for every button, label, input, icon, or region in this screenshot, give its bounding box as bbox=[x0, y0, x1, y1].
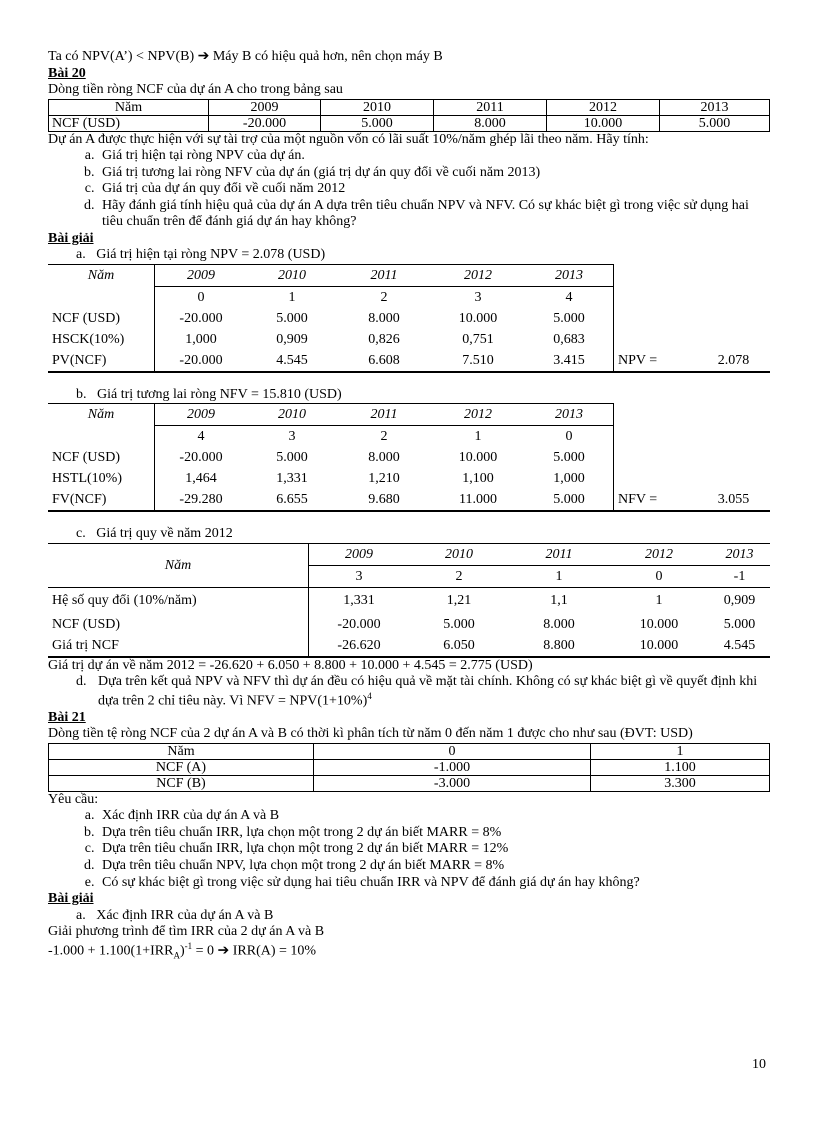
table-cell: NCF (A) bbox=[49, 759, 314, 775]
table-cell: 2011 bbox=[337, 264, 431, 286]
row-label: Giá trị NCF bbox=[48, 635, 309, 657]
table-cell: 0 bbox=[609, 565, 709, 587]
table-cell: 2010 bbox=[247, 264, 337, 286]
table-row bbox=[48, 489, 770, 511]
table-cell: 10.000 bbox=[458, 310, 498, 326]
table-cell: 8.000 bbox=[434, 115, 547, 131]
table-cell: -1 bbox=[709, 565, 770, 587]
part-d-label: d. bbox=[76, 674, 87, 690]
table-cell: 6.655 bbox=[247, 489, 337, 511]
table-row bbox=[48, 350, 770, 372]
table-row bbox=[48, 329, 770, 350]
table-cell: 4 bbox=[155, 426, 248, 448]
table-cell: Năm bbox=[49, 99, 209, 115]
bai21-eq-intro: Giải phương trình để tìm IRR của 2 dự án A và B bbox=[48, 924, 325, 940]
table-cell: 8.000 bbox=[368, 450, 400, 466]
npv-value: 2.078 bbox=[697, 350, 770, 372]
table-cell: 0,751 bbox=[462, 331, 494, 347]
table-cell: 5.000 bbox=[525, 308, 614, 329]
table-row bbox=[48, 264, 770, 286]
table-cell: -29.280 bbox=[155, 489, 248, 511]
table-cell: 1 bbox=[591, 743, 770, 759]
table-cell: NCF (USD) bbox=[49, 115, 209, 131]
part-c-summary: Giá trị dự án về năm 2012 = -26.620 + 6.050 + 8.800 + 10.000 + 4.545 = 2.775 (USD) bbox=[48, 657, 533, 673]
nfv-label: NFV = bbox=[614, 489, 698, 511]
bai20-solution-title: Bài giải bbox=[48, 230, 94, 246]
table-cell: 4.545 bbox=[247, 350, 337, 372]
list-item: e. Có sự khác biệt gì trong việc sử dụng hai tiêu chuẩn IRR và NPV để đánh giá dự án hay không? bbox=[98, 875, 770, 892]
table-cell: 3.415 bbox=[525, 350, 614, 372]
bai20-items bbox=[48, 148, 770, 231]
table-cell: 5.000 bbox=[525, 447, 614, 468]
list-item: d. Hãy đánh giá tính hiệu quả của dự án A dựa trên tiêu chuẩn NPV và NFV. Có sự khác biệt gì trong việc sử dụng hai tiêu chuẩn trên để đánh giá dự án hay không? bbox=[98, 198, 770, 231]
table-cell: -20.000 bbox=[337, 616, 381, 632]
year-label: Năm bbox=[48, 264, 155, 286]
list-item: d. Dựa trên tiêu chuẩn NPV, lựa chọn một trong 2 dự án biết MARR = 8% bbox=[98, 858, 770, 875]
list-item: a. Giá trị hiện tại ròng NPV của dự án. bbox=[98, 148, 770, 165]
year-label: Năm bbox=[48, 543, 309, 587]
bai21-title: Bài 21 bbox=[48, 709, 86, 725]
table-cell: 10.000 bbox=[609, 635, 709, 657]
list-item: b. Dựa trên tiêu chuẩn IRR, lựa chọn một trong 2 dự án biết MARR = 8% bbox=[98, 825, 770, 842]
table-cell: 5.000 bbox=[723, 616, 756, 632]
table-cell: 2012 bbox=[431, 264, 525, 286]
list-item: b. Giá trị tương lai ròng NFV của dự án (giá trị dự án quy đổi về cuối năm 2013) bbox=[98, 165, 770, 182]
table-row bbox=[49, 775, 770, 791]
row-label: FV(NCF) bbox=[48, 489, 155, 511]
npv-table bbox=[48, 264, 770, 373]
document-page bbox=[48, 49, 770, 961]
table-row bbox=[48, 543, 770, 565]
bai21-desc: Dòng tiền tệ ròng NCF của 2 dự án A và B có thời kì phân tích từ năm 0 đến năm 1 được cho như sau (ĐVT: USD) bbox=[48, 726, 693, 742]
table-row bbox=[48, 587, 770, 614]
table-cell: -20.000 bbox=[155, 447, 248, 468]
table-cell: 2009 bbox=[155, 404, 248, 426]
table-cell: 1 bbox=[509, 565, 609, 587]
row-label: NCF (USD) bbox=[52, 450, 121, 466]
table-cell: 10.000 bbox=[547, 115, 660, 131]
table-cell: 5.000 bbox=[321, 115, 434, 131]
table-cell: 6.050 bbox=[409, 635, 509, 657]
table-cell: 11.000 bbox=[431, 489, 525, 511]
table-cell: 8.000 bbox=[368, 310, 400, 326]
table-cell: 2 bbox=[409, 565, 509, 587]
table-cell: 4 bbox=[525, 286, 614, 308]
table-row bbox=[48, 635, 770, 657]
table-cell: 2 bbox=[337, 286, 431, 308]
table-cell: 5.000 bbox=[443, 616, 475, 632]
table-cell: 10.000 bbox=[458, 450, 498, 466]
table-cell: 0,909 bbox=[723, 593, 756, 609]
table-cell: 0 bbox=[314, 743, 591, 759]
bai20-ncf-table bbox=[48, 99, 770, 132]
table-cell: 2013 bbox=[660, 99, 770, 115]
table-cell: 1,464 bbox=[155, 468, 248, 489]
table-cell: -20.000 bbox=[155, 350, 248, 372]
table-cell: 2012 bbox=[609, 543, 709, 565]
table-cell: 0,683 bbox=[525, 329, 614, 350]
table-cell: 2011 bbox=[509, 543, 609, 565]
table-cell: -26.620 bbox=[309, 635, 410, 657]
bai21-requirements-title: Yêu cầu: bbox=[48, 791, 99, 807]
part-a-heading: a. Giá trị hiện tại ròng NPV = 2.078 (USD) bbox=[76, 247, 326, 263]
table-cell: 1,21 bbox=[446, 593, 472, 609]
nfv-value: 3.055 bbox=[697, 489, 770, 511]
table-cell: 0 bbox=[155, 286, 248, 308]
table-cell: 2010 bbox=[409, 543, 509, 565]
table-row bbox=[48, 404, 770, 426]
page-number: 10 bbox=[752, 1057, 766, 1072]
table-cell: 0,909 bbox=[276, 331, 308, 347]
npv-label: NPV = bbox=[614, 350, 698, 372]
table-cell: 1,100 bbox=[462, 471, 494, 487]
table-cell: 7.510 bbox=[431, 350, 525, 372]
table-cell: 4.545 bbox=[709, 635, 770, 657]
table-cell: 8.800 bbox=[509, 635, 609, 657]
table-cell: 1,000 bbox=[155, 329, 248, 350]
table-cell: 1,000 bbox=[525, 468, 614, 489]
table-cell: 2012 bbox=[431, 404, 525, 426]
bai21-equation: $-1.000 + 1.100(1+IRR_A)^{-1} = 0$ ➔ IRR(A) = 10% bbox=[48, 940, 317, 961]
nfv-table bbox=[48, 403, 770, 512]
table-cell: 2011 bbox=[434, 99, 547, 115]
row-label: Hệ số quy đổi (10%/năm) bbox=[48, 587, 309, 614]
table-cell: 1 bbox=[247, 286, 337, 308]
table-cell: 2010 bbox=[321, 99, 434, 115]
table-row bbox=[48, 447, 770, 468]
bai21-ncf-table bbox=[48, 743, 770, 792]
row-label: HSCK(10%) bbox=[52, 331, 125, 347]
table-cell: 2012 bbox=[547, 99, 660, 115]
table-cell: 3 bbox=[247, 426, 337, 448]
table-row bbox=[48, 426, 770, 448]
row-label: NCF (USD) bbox=[48, 614, 309, 635]
table-cell: 3.300 bbox=[591, 775, 770, 791]
table-cell: 2009 bbox=[155, 264, 248, 286]
table-cell: 5.000 bbox=[276, 310, 308, 326]
bai20-desc: Dòng tiền ròng NCF của dự án A cho trong bảng sau bbox=[48, 82, 343, 98]
table-cell: 2011 bbox=[337, 404, 431, 426]
table-cell: 0 bbox=[525, 426, 614, 448]
table-cell: 9.680 bbox=[337, 489, 431, 511]
table-cell: -20.000 bbox=[155, 308, 248, 329]
bai20-question: Dự án A được thực hiện với sự tài trợ của một nguồn vốn có lãi suất 10%/năm ghép lãi theo năm. Hãy tính: bbox=[48, 131, 649, 147]
table-cell: 2009 bbox=[309, 543, 410, 565]
year-label: Năm bbox=[48, 404, 155, 426]
row-label: PV(NCF) bbox=[48, 350, 155, 372]
bai21-items bbox=[48, 808, 770, 891]
table-cell: 1,331 bbox=[276, 471, 308, 487]
row-label: HSTL(10%) bbox=[52, 471, 122, 487]
bai21-part-a-heading: a. Xác định IRR của dự án A và B bbox=[76, 907, 274, 923]
table-cell: 1.100 bbox=[591, 759, 770, 775]
part-d-text: Dựa trên kết quả NPV và NFV thì dự án đều có hiệu quả về mặt tài chính. Không có sự khác biệt gì về quyết định khi dựa trên 2 chỉ tiêu này. Vì NFV = $NPV(1+10\%)^4$ bbox=[98, 674, 758, 709]
table-cell: 5.000 bbox=[525, 489, 614, 511]
table-cell: 1,1 bbox=[550, 593, 568, 609]
bai20-title: Bài 20 bbox=[48, 65, 86, 81]
table-cell: 2010 bbox=[247, 404, 337, 426]
table-cell: 1,331 bbox=[343, 593, 375, 609]
part-c-heading: c. Giá trị quy về năm 2012 bbox=[76, 526, 233, 542]
table-cell: Năm bbox=[49, 743, 314, 759]
row-label: NCF (USD) bbox=[52, 310, 121, 326]
table-row bbox=[48, 468, 770, 489]
table-cell: -20.000 bbox=[209, 115, 321, 131]
part-d bbox=[48, 674, 770, 710]
table-cell: 10.000 bbox=[639, 616, 679, 632]
intro-line: Ta có NPV(A’) < NPV(B) ➔ Máy B có hiệu quả hơn, nên chọn máy B bbox=[48, 49, 443, 64]
table-cell: 2013 bbox=[709, 543, 770, 565]
table-cell: 6.608 bbox=[337, 350, 431, 372]
table-cell: 5.000 bbox=[276, 450, 308, 466]
table-cell: 2 bbox=[337, 426, 431, 448]
list-item: a. Xác định IRR của dự án A và B bbox=[98, 808, 770, 825]
list-item: c. Dựa trên tiêu chuẩn IRR, lựa chọn một trong 2 dự án biết MARR = 12% bbox=[98, 841, 770, 858]
table-row bbox=[48, 308, 770, 329]
table-cell: 8.000 bbox=[543, 616, 575, 632]
table-cell: 3 bbox=[431, 286, 525, 308]
table-cell: -3.000 bbox=[314, 775, 591, 791]
table-cell: 1,210 bbox=[368, 471, 400, 487]
table-row bbox=[48, 286, 770, 308]
table-row bbox=[48, 614, 770, 635]
table-cell: 5.000 bbox=[660, 115, 770, 131]
value-2012-table bbox=[48, 543, 770, 658]
table-cell: -1.000 bbox=[314, 759, 591, 775]
table-row bbox=[49, 115, 770, 131]
table-cell: 0,826 bbox=[368, 331, 400, 347]
table-cell: 1 bbox=[655, 593, 663, 609]
table-cell: 2009 bbox=[209, 99, 321, 115]
table-cell: 2013 bbox=[525, 264, 614, 286]
table-cell: 2013 bbox=[525, 404, 614, 426]
list-item: c. Giá trị của dự án quy đổi về cuối năm 2012 bbox=[98, 181, 770, 198]
part-b-heading: b. Giá trị tương lai ròng NFV = 15.810 (USD) bbox=[76, 386, 342, 402]
table-cell: 3 bbox=[309, 565, 410, 587]
table-row bbox=[49, 743, 770, 759]
table-row bbox=[49, 99, 770, 115]
table-cell: NCF (B) bbox=[49, 775, 314, 791]
bai21-solution-title: Bài giải bbox=[48, 891, 94, 907]
table-row bbox=[49, 759, 770, 775]
table-cell: 1 bbox=[431, 426, 525, 448]
